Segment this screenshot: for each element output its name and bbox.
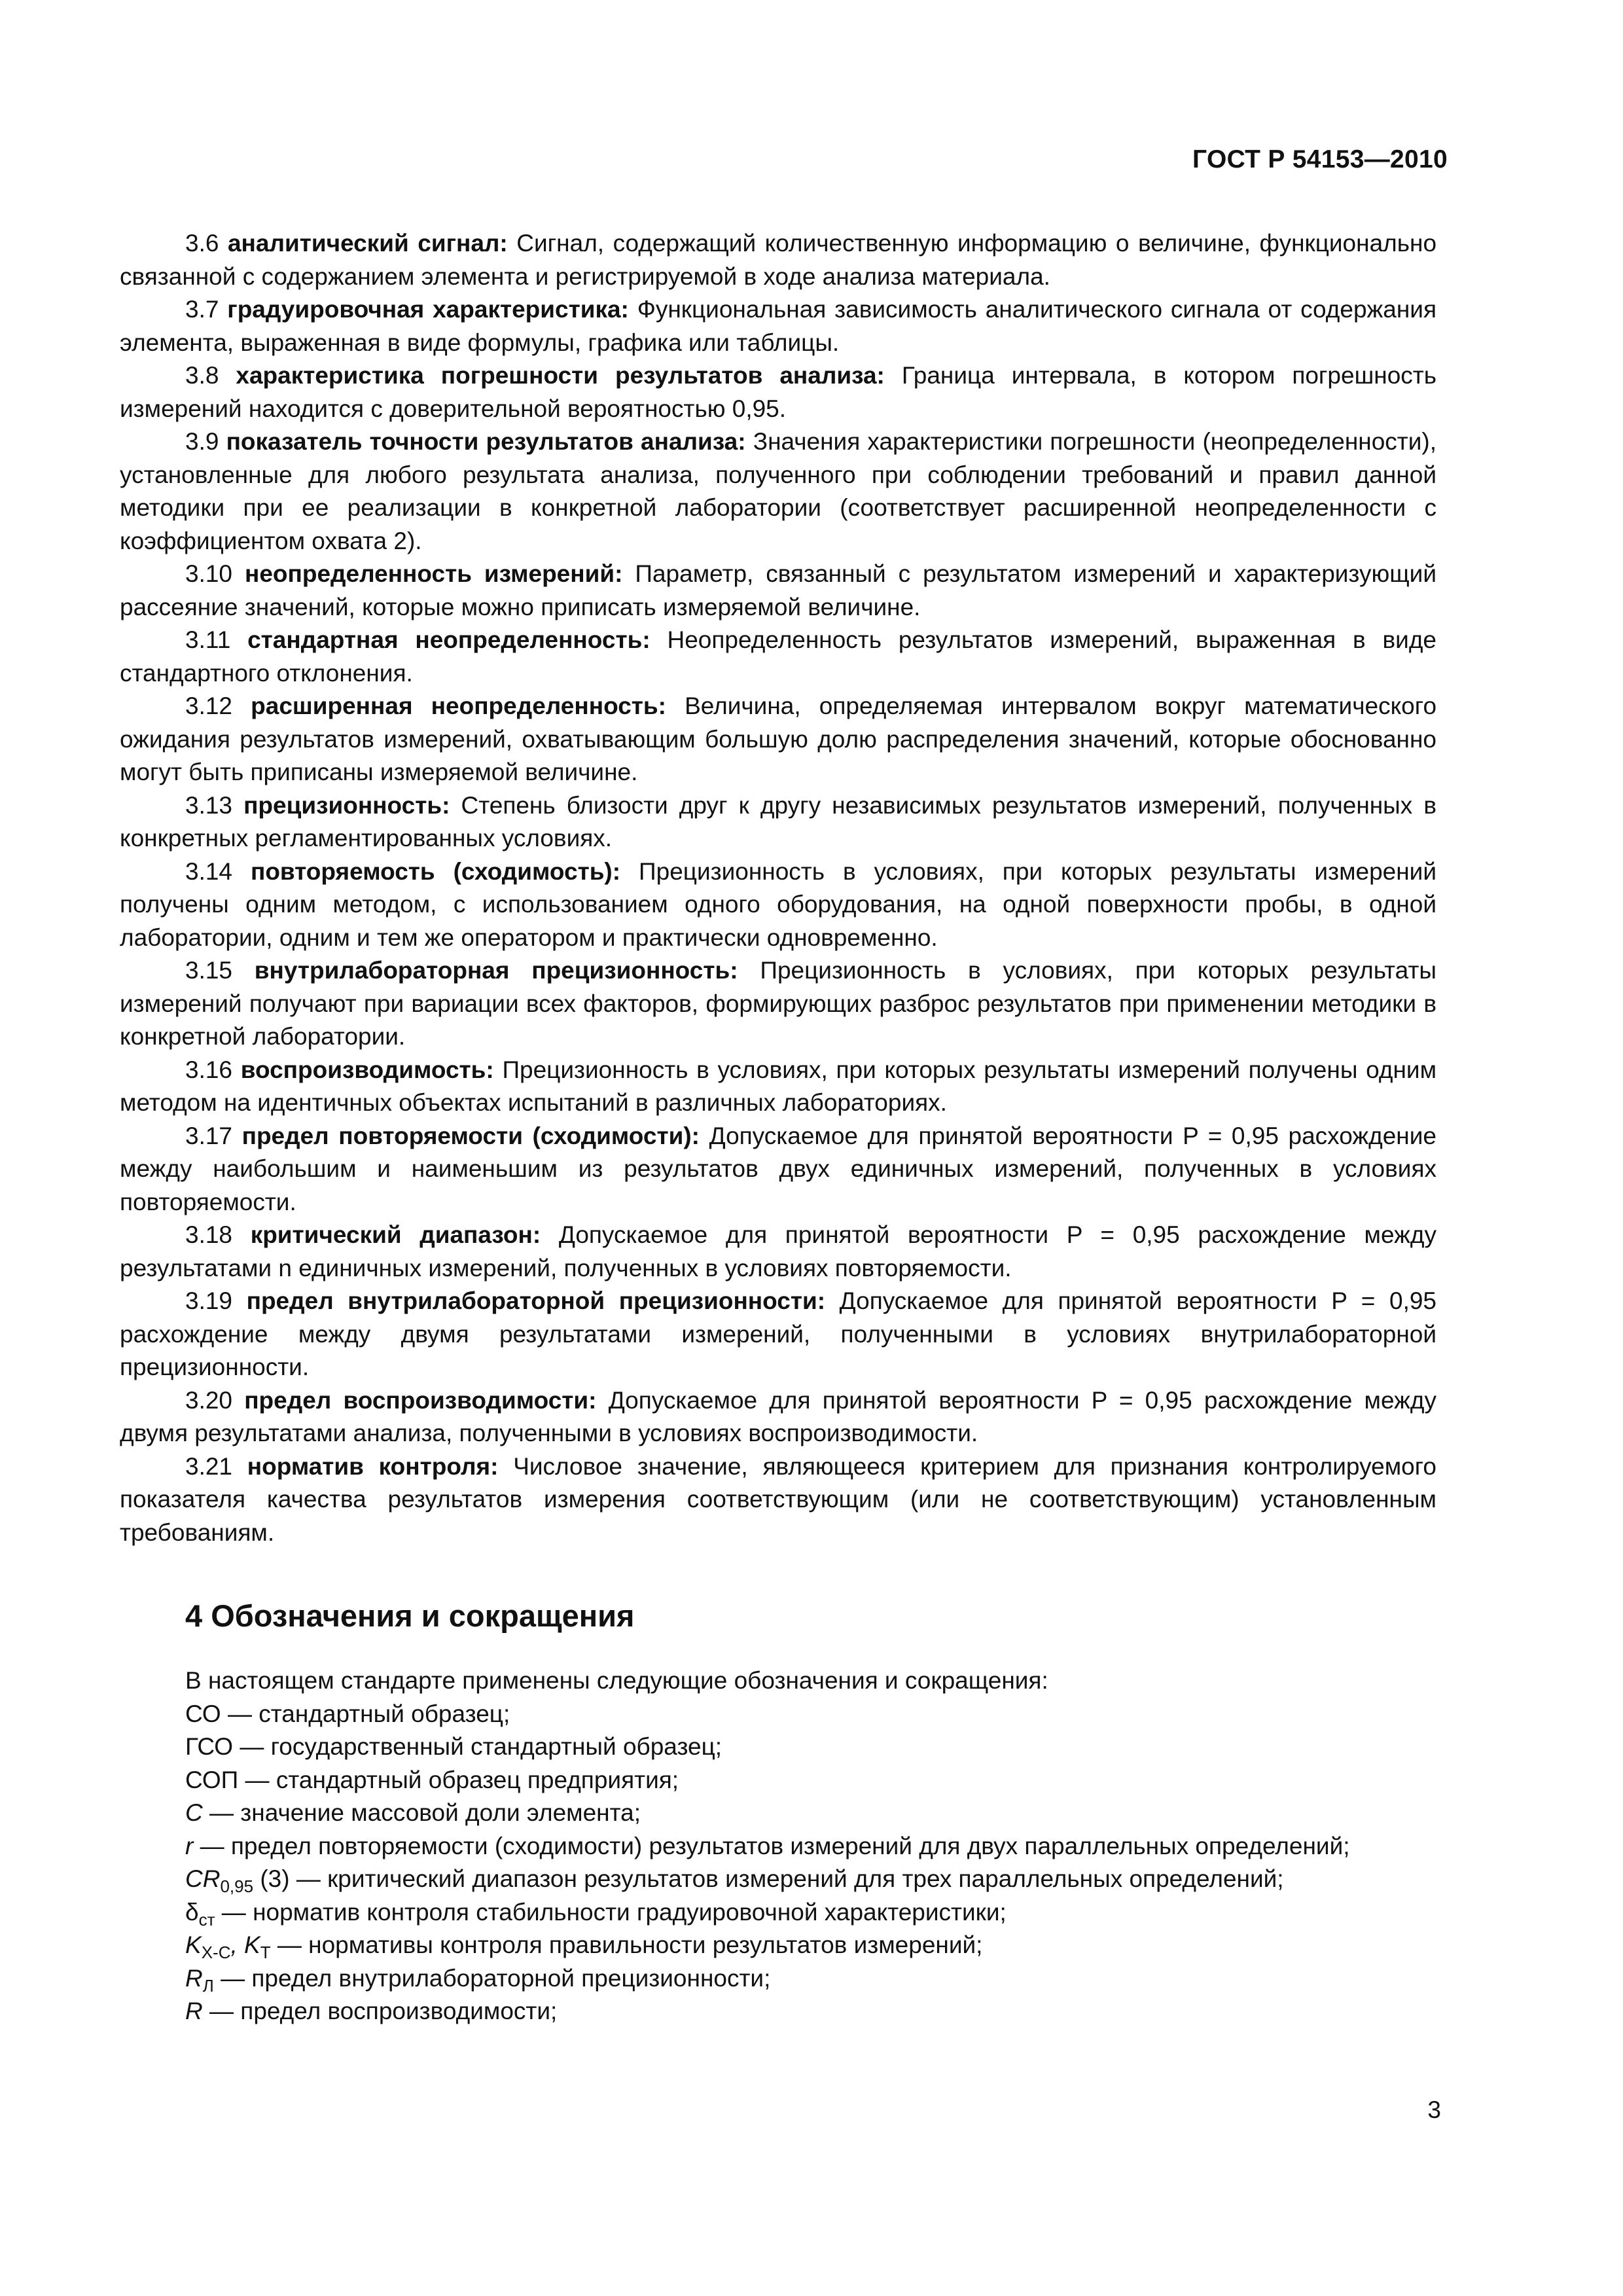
definition-number: 3.21 bbox=[185, 1452, 233, 1480]
definition-term: воспроизводимость: bbox=[240, 1056, 494, 1083]
definition-number: 3.16 bbox=[185, 1056, 233, 1083]
abbrev-extra: , K bbox=[230, 1931, 260, 1958]
definition-text: Граница интервала, в котором погрешность измерений находится с доверительной вероятностью 0,95. bbox=[120, 362, 1436, 422]
definition-term: прецизионность: bbox=[243, 791, 450, 819]
abbrev-text: — нормативы контроля правильности результатов измерений; bbox=[270, 1931, 983, 1958]
abbrev-subscript: 0,95 bbox=[220, 1876, 254, 1896]
definition-term: предел воспроизводимости: bbox=[244, 1386, 597, 1414]
definition-term: неопределенность измерений: bbox=[244, 560, 623, 587]
abbrev-symbol: K bbox=[185, 1931, 202, 1958]
definition-3-13 bbox=[120, 789, 1436, 855]
definition-text: Прецизионность в условиях, при которых результаты измерений получены одним методом на идентичных объектах испытаний в различных лабораториях. bbox=[120, 1056, 1437, 1116]
section-4-intro: В настоящем стандарте применены следующие обозначения и сокращения: bbox=[185, 1667, 1048, 1694]
definition-3-15 bbox=[120, 954, 1436, 1054]
definition-number: 3.15 bbox=[185, 957, 233, 984]
definition-number: 3.17 bbox=[185, 1122, 233, 1149]
definition-3-12 bbox=[120, 690, 1436, 789]
definition-term: градуировочная характеристика: bbox=[227, 296, 629, 323]
definition-text: Значения характеристики погрешности (неопределенности), установленные для любого результата анализа, полученного при соблюдении требований и правил данной методики при ее реализации в конкретной лаборатории (соответствует расширенной неопределенности с коэффициентом охвата 2). bbox=[120, 428, 1437, 554]
abbrev-subscript: ст bbox=[198, 1909, 215, 1929]
definition-text: Степень близости друг к другу независимых результатов измерений, полученных в конкретных регламентированных условиях. bbox=[120, 791, 1436, 852]
abbrev-symbol: СОП bbox=[185, 1766, 239, 1793]
abbrev-text: — предел внутрилабораторной прецизионности; bbox=[213, 1964, 771, 1992]
abbrev-symbol: СО bbox=[185, 1700, 221, 1727]
definition-term: стандартная неопределенность: bbox=[247, 626, 651, 653]
definition-3-8 bbox=[120, 359, 1436, 425]
definition-text: Сигнал, содержащий количественную информацию о величине, функционально связанной с содержанием элемента и регистрируемой в ходе анализа материала. bbox=[120, 230, 1437, 290]
definition-term: норматив контроля: bbox=[247, 1452, 499, 1480]
definition-3-10 bbox=[120, 558, 1436, 624]
definition-number: 3.14 bbox=[185, 857, 233, 885]
abbrev-symbol: ГСО bbox=[185, 1733, 234, 1760]
definition-text: Допускаемое для принятой вероятности P = 0,95 расхождение между наибольшим и наименьшим из результатов двух единичных измерений, полученных в условиях повторяемости. bbox=[120, 1122, 1436, 1215]
definition-term: показатель точности результатов анализа: bbox=[226, 428, 746, 455]
definition-text: Прецизионность в условиях, при которых результаты измерений получены одним методом, с использованием одного оборудования, на одной поверхности пробы, в одной лаборатории, одним и тем же оператором и практически одновременно. bbox=[120, 857, 1437, 951]
definition-3-7 bbox=[120, 293, 1436, 359]
definition-text: Допускаемое для принятой вероятности P = 0,95 расхождение между результатами n единичных измерений, полученных в условиях повторяемости. bbox=[120, 1221, 1436, 1282]
definition-3-19 bbox=[120, 1285, 1436, 1384]
definition-number: 3.13 bbox=[185, 791, 233, 819]
abbrev-text: — предел повторяемости (сходимости) результатов измерений для двух параллельных определений; bbox=[193, 1832, 1350, 1859]
abbrev-item bbox=[120, 1764, 1436, 1797]
abbrev-item bbox=[120, 1830, 1436, 1863]
abbrev-item bbox=[120, 1929, 1436, 1962]
abbrev-symbol: R bbox=[185, 1964, 203, 1992]
definition-number: 3.18 bbox=[185, 1221, 233, 1248]
abbrev-text: — критический диапазон результатов измерений для трех параллельных определений; bbox=[289, 1865, 1284, 1892]
abbrev-subscript: Л bbox=[202, 1975, 214, 1996]
abbrev-item bbox=[120, 1863, 1436, 1896]
abbrev-text: — государственный стандартный образец; bbox=[233, 1733, 722, 1760]
abbrev-item bbox=[120, 1731, 1436, 1764]
definition-number: 3.12 bbox=[185, 692, 233, 719]
abbrev-text: — значение массовой доли элемента; bbox=[202, 1799, 641, 1826]
definition-term: внутрилабораторная прецизионность: bbox=[254, 957, 738, 984]
section-4-title: 4 Обозначения и сокращения bbox=[185, 1598, 635, 1633]
abbrev-item bbox=[120, 1995, 1436, 2028]
definition-text: Неопределенность результатов измерений, выраженная в виде стандартного отклонения. bbox=[120, 626, 1436, 687]
definition-number: 3.9 bbox=[185, 428, 219, 455]
page-number: 3 bbox=[1427, 2096, 1441, 2123]
definition-text: Допускаемое для принятой вероятности P = 0,95 расхождение между двумя результатами измерений, полученными в условиях внутрилабораторной прецизионности. bbox=[120, 1287, 1437, 1380]
definition-number: 3.8 bbox=[185, 362, 219, 389]
definition-term: повторяемость (сходимость): bbox=[250, 857, 621, 885]
abbrev-item bbox=[120, 1698, 1436, 1731]
abbrev-text: — предел воспроизводимости; bbox=[202, 1998, 558, 2024]
abbrev-text: — норматив контроля стабильности градуировочной характеристики; bbox=[215, 1898, 1007, 1926]
definition-term: предел внутрилабораторной прецизионности: bbox=[246, 1287, 826, 1314]
definition-3-11 bbox=[120, 624, 1436, 690]
definition-text: Допускаемое для принятой вероятности P = 0,95 расхождение между двумя результатами анализа, полученными в условиях воспроизводимости. bbox=[120, 1386, 1436, 1446]
definition-text: Величина, определяемая интервалом вокруг математического ожидания результатов измерений, охватывающим большую долю распределения значений, которые обоснованно могут быть приписаны измеряемой величине. bbox=[120, 692, 1437, 785]
definition-term: предел повторяемости (сходимости): bbox=[241, 1122, 700, 1149]
definition-text: Числовое значение, являющееся критерием для признания контролируемого показателя качества результатов измерения соответствующим (или не соответствующим) установленным требованиям. bbox=[120, 1452, 1437, 1546]
definition-text: Функциональная зависимость аналитического сигнала от содержания элемента, выраженная в виде формулы, графика или таблицы. bbox=[120, 296, 1437, 356]
definition-3-14 bbox=[120, 855, 1436, 955]
definition-3-21 bbox=[120, 1450, 1436, 1550]
definition-term: аналитический сигнал: bbox=[227, 230, 508, 257]
abbrev-item bbox=[120, 1962, 1436, 1996]
document-body bbox=[120, 227, 1436, 2028]
abbrev-symbol: r bbox=[185, 1832, 194, 1859]
definition-number: 3.19 bbox=[185, 1287, 233, 1314]
definition-3-18 bbox=[120, 1219, 1436, 1285]
definition-term: расширенная неопределенность: bbox=[251, 692, 666, 719]
definition-number: 3.7 bbox=[185, 296, 219, 323]
definition-3-6 bbox=[120, 227, 1436, 293]
definition-3-20 bbox=[120, 1384, 1436, 1450]
document-header: ГОСТ Р 54153—2010 bbox=[1192, 145, 1448, 173]
abbrev-subscript: Х-С bbox=[201, 1943, 231, 1962]
definition-number: 3.11 bbox=[185, 626, 231, 653]
abbrev-symbol: δ bbox=[185, 1898, 199, 1926]
definition-term: критический диапазон: bbox=[250, 1221, 541, 1248]
abbrev-text: — стандартный образец предприятия; bbox=[238, 1766, 679, 1793]
definition-number: 3.10 bbox=[185, 560, 233, 587]
definition-number: 3.20 bbox=[185, 1386, 233, 1414]
definition-3-9 bbox=[120, 425, 1436, 558]
abbrev-subscript: Т bbox=[260, 1943, 271, 1962]
abbrev-item bbox=[120, 1896, 1436, 1929]
definition-number: 3.6 bbox=[185, 230, 219, 257]
abbrev-item bbox=[120, 1797, 1436, 1830]
abbrev-extra: (3) bbox=[253, 1865, 290, 1892]
abbrev-text: — стандартный образец; bbox=[221, 1700, 510, 1727]
abbrev-symbol: C bbox=[185, 1799, 203, 1826]
abbrev-symbol: R bbox=[185, 1998, 203, 2024]
definition-text: Параметр, связанный с результатом измерений и характеризующий рассеяние значений, которые можно приписать измеряемой величине. bbox=[120, 560, 1437, 620]
definition-3-17 bbox=[120, 1120, 1436, 1219]
definition-3-16 bbox=[120, 1054, 1436, 1120]
abbrev-symbol: CR bbox=[185, 1865, 221, 1892]
definition-text: Прецизионность в условиях, при которых результаты измерений получают при вариации всех факторов, формирующих разброс результатов при применении методики в конкретной лаборатории. bbox=[120, 957, 1436, 1050]
definition-term: характеристика погрешности результатов анализа: bbox=[236, 362, 885, 389]
